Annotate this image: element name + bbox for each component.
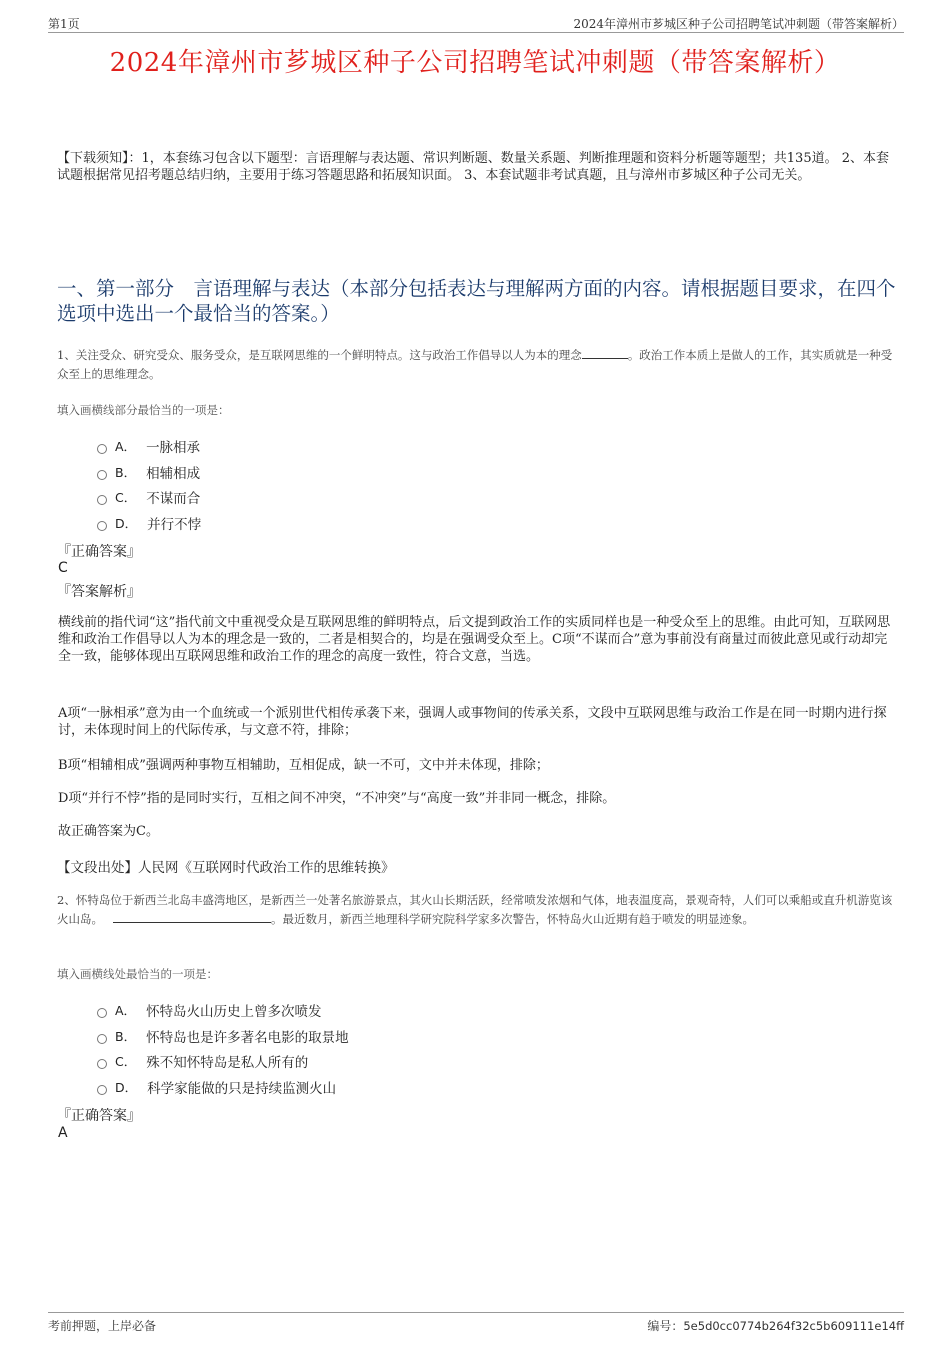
- analysis-paragraph: D项“并行不悖”指的是同时实行，互相之间不冲突，“不冲突”与“高度一致”并非同一概念，排除。: [58, 791, 616, 806]
- radio-icon[interactable]: [97, 1085, 107, 1095]
- radio-icon[interactable]: [97, 444, 107, 454]
- page-header: [48, 14, 904, 33]
- analysis-paragraph: A项“一脉相承”意为由一个血统或一个派别世代相传承袭下来，强调人或事物间的传承关系，文段中互联网思维与政治工作是在同一时期内进行探讨，未体现时间上的代际传承，与文意不符，排除；: [58, 706, 887, 738]
- fill-blank: [582, 346, 628, 359]
- question-2-option-b[interactable]: B． 怀特岛也是许多著名电影的取景地: [97, 1026, 349, 1046]
- analysis-paragraph: 横线前的指代词“这”指代前文中重视受众是互联网思维的鲜明特点，后文提到政治工作的实质同样也是一种受众至上的思维。由此可知，互联网思维和政治工作倡导以人为本的理念是一致的，二者是相契合的，均是在强调受众至上。C项“不谋而合”意为事前没有商量过而彼此意见或行动却完全一致，能够体现出互联网思维和政治工作的理念的高度一致性，符合文意，当选。: [58, 615, 891, 664]
- answer-label: 『正确答案』: [57, 1108, 141, 1124]
- question-2-option-a[interactable]: A． 怀特岛火山历史上曾多次喷发: [97, 1000, 322, 1020]
- correct-answer: C: [58, 560, 68, 576]
- radio-icon[interactable]: [97, 1034, 107, 1044]
- question-1-option-c[interactable]: C． 不谋而合: [97, 487, 200, 507]
- radio-icon[interactable]: [97, 470, 107, 480]
- question-1-option-d[interactable]: D． 并行不悖: [97, 513, 201, 533]
- question-2-option-c[interactable]: C． 殊不知怀特岛是私人所有的: [97, 1051, 308, 1071]
- analysis-conclusion: 故正确答案为C。: [58, 824, 159, 839]
- question-2-option-d[interactable]: D． 科学家能做的只是持续监测火山: [97, 1077, 336, 1097]
- correct-answer: A: [58, 1125, 68, 1141]
- question-2-stem: 2、怀特岛位于新西兰北岛丰盛湾地区，是新西兰一处著名旅游景点，其火山长期活跃，经常喷发浓烟和气体，地表温度高，景观奇特，人们可以乘船或直升机游览该火山岛。 。最近数月，新西兰地理科学研究院科学家多次警告，怀特岛火山近期有趋于喷发的明显迹象。: [57, 893, 893, 926]
- answer-label: 『正确答案』: [57, 544, 141, 560]
- analysis-paragraph: B项“相辅相成”强调两种事物互相辅助，互相促成，缺一不可，文中并未体现，排除；: [58, 758, 549, 773]
- fill-blank: [113, 910, 271, 923]
- download-notice: 【下载须知】：1，本套练习包含以下题型：言语理解与表达题、常识判断题、数量关系题、判断推理题和资料分析题等题型；共135道。 2、本套试题根据常见招考题总结归纳，主要用于练习答题思路和拓展知识面。 3、本套试题非考试真题，且与漳州市芗城区种子公司无关。: [57, 151, 889, 183]
- analysis-label: 『答案解析』: [57, 584, 141, 600]
- document-title: 2024年漳州市芗城区种子公司招聘笔试冲刺题（带答案解析）: [109, 48, 841, 78]
- radio-icon[interactable]: [97, 1059, 107, 1069]
- radio-icon[interactable]: [97, 521, 107, 531]
- question-2-prompt: 填入画横线处最恰当的一项是：: [57, 967, 218, 981]
- page-footer: [48, 1312, 904, 1333]
- section-heading: 一、第一部分 言语理解与表达（本部分包括表达与理解两方面的内容。请根据题目要求，在四个选项中选出一个最恰当的答案。）: [57, 277, 896, 325]
- passage-source: 【文段出处】人民网《互联网时代政治工作的思维转换》: [57, 860, 395, 876]
- radio-icon[interactable]: [97, 1008, 107, 1018]
- question-1-option-a[interactable]: A． 一脉相承: [97, 436, 200, 456]
- document-code: 编号：5e5d0cc0774b264f32c5b609111e14ff: [647, 1319, 904, 1333]
- question-1-option-b[interactable]: B． 相辅相成: [97, 462, 200, 482]
- footer-slogan: 考前押题，上岸必备: [48, 1319, 157, 1333]
- radio-icon[interactable]: [97, 495, 107, 505]
- header-doc-title: 2024年漳州市芗城区种子公司招聘笔试冲刺题（带答案解析）: [573, 17, 904, 31]
- page-number: 第1页: [48, 17, 80, 31]
- question-1-stem: 1、关注受众、研究受众、服务受众，是互联网思维的一个鲜明特点。这与政治工作倡导以人为本的理念 。政治工作本质上是做人的工作，其实质就是一种受众至上的思维理念。: [57, 348, 893, 381]
- question-1-prompt: 填入画横线部分最恰当的一项是：: [57, 403, 230, 417]
